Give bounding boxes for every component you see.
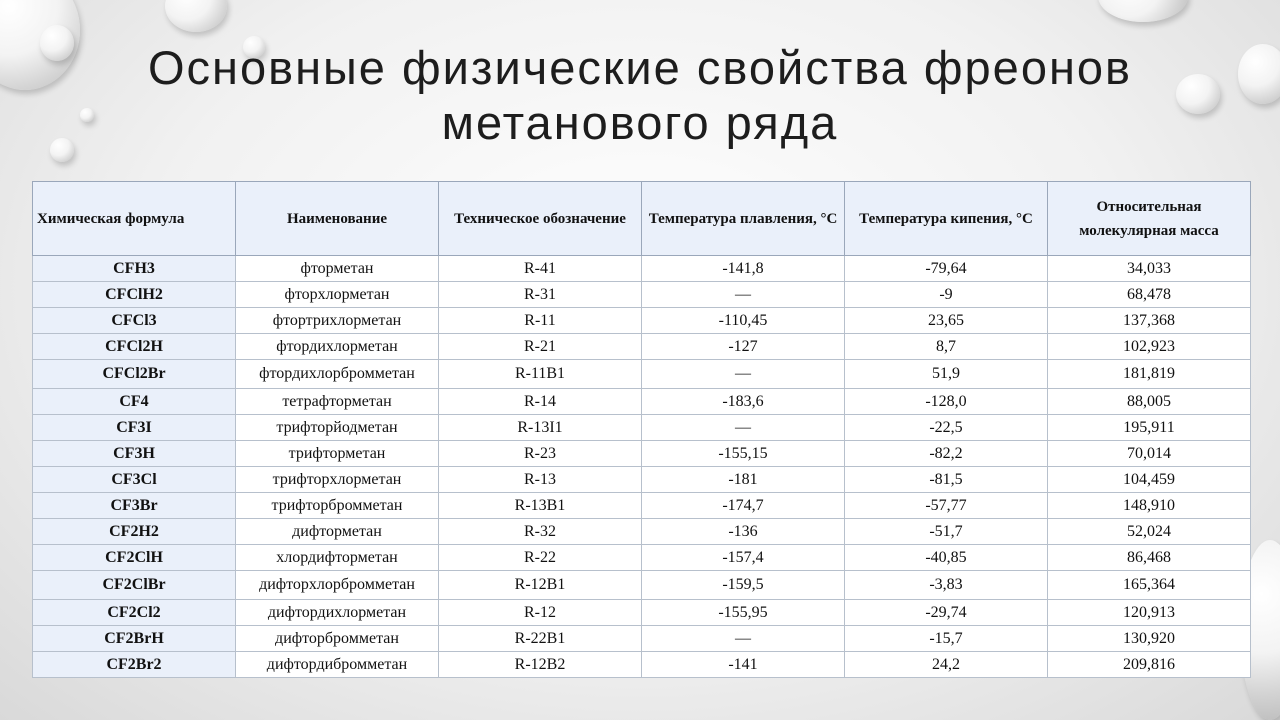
cell-mass: 68,478 (1048, 282, 1251, 308)
cell-name: фторхлорметан (236, 282, 439, 308)
header-name: Наименование (236, 182, 439, 256)
table-row (33, 571, 1251, 600)
cell-formula: CF2Cl2 (33, 600, 236, 626)
freon-properties-table-container (32, 181, 1250, 678)
cell-name: дифторметан (236, 519, 439, 545)
water-drop-decoration (1098, 0, 1188, 22)
freon-properties-table (32, 181, 1251, 678)
table-row (33, 360, 1251, 389)
cell-name: трифторбромметан (236, 493, 439, 519)
cell-designation: R-12B1 (439, 571, 642, 600)
cell-melting: -157,4 (642, 545, 845, 571)
cell-name: хлордифторметан (236, 545, 439, 571)
cell-boiling: -29,74 (845, 600, 1048, 626)
cell-boiling: 8,7 (845, 334, 1048, 360)
cell-melting: — (642, 415, 845, 441)
table-row (33, 652, 1251, 678)
cell-formula: CF3Br (33, 493, 236, 519)
cell-melting: -127 (642, 334, 845, 360)
cell-formula: CFCl3 (33, 308, 236, 334)
cell-designation: R-32 (439, 519, 642, 545)
cell-designation: R-21 (439, 334, 642, 360)
cell-mass: 102,923 (1048, 334, 1251, 360)
cell-mass: 130,920 (1048, 626, 1251, 652)
table-row (33, 600, 1251, 626)
cell-boiling: 23,65 (845, 308, 1048, 334)
cell-melting: -110,45 (642, 308, 845, 334)
cell-melting: -183,6 (642, 389, 845, 415)
table-row (33, 441, 1251, 467)
cell-boiling: -9 (845, 282, 1048, 308)
table-row (33, 519, 1251, 545)
cell-boiling: -81,5 (845, 467, 1048, 493)
cell-designation: R-31 (439, 282, 642, 308)
cell-designation: R-12B2 (439, 652, 642, 678)
cell-mass: 86,468 (1048, 545, 1251, 571)
cell-name: трифторхлорметан (236, 467, 439, 493)
cell-name: трифторйодметан (236, 415, 439, 441)
cell-designation: R-22 (439, 545, 642, 571)
cell-mass: 148,910 (1048, 493, 1251, 519)
cell-formula: CFH3 (33, 256, 236, 282)
cell-designation: R-11B1 (439, 360, 642, 389)
header-melting-point: Температура плавления, °С (642, 182, 845, 256)
cell-melting: -181 (642, 467, 845, 493)
cell-boiling: -82,2 (845, 441, 1048, 467)
header-molar-mass: Относительная молекулярная масса (1048, 182, 1251, 256)
cell-formula: CF2ClH (33, 545, 236, 571)
cell-formula: CF4 (33, 389, 236, 415)
cell-name: фтордихлорбромметан (236, 360, 439, 389)
cell-formula: CFCl2H (33, 334, 236, 360)
cell-designation: R-13I1 (439, 415, 642, 441)
cell-melting: -155,95 (642, 600, 845, 626)
cell-designation: R-13B1 (439, 493, 642, 519)
cell-boiling: -51,7 (845, 519, 1048, 545)
table-row (33, 256, 1251, 282)
cell-name: фторметан (236, 256, 439, 282)
cell-designation: R-22B1 (439, 626, 642, 652)
cell-mass: 104,459 (1048, 467, 1251, 493)
cell-boiling: -3,83 (845, 571, 1048, 600)
cell-formula: CF2H2 (33, 519, 236, 545)
cell-formula: CF3Cl (33, 467, 236, 493)
cell-mass: 137,368 (1048, 308, 1251, 334)
cell-melting: — (642, 626, 845, 652)
cell-boiling: -15,7 (845, 626, 1048, 652)
cell-boiling: 51,9 (845, 360, 1048, 389)
table-row (33, 282, 1251, 308)
slide-title-line-1: Основные физические свойства фреонов (147, 41, 1133, 94)
table-row (33, 389, 1251, 415)
cell-mass: 70,014 (1048, 441, 1251, 467)
cell-designation: R-14 (439, 389, 642, 415)
cell-name: дифторбромметан (236, 626, 439, 652)
table-row (33, 626, 1251, 652)
slide-title (0, 40, 1280, 150)
cell-formula: CFCl2Br (33, 360, 236, 389)
cell-name: фтортрихлорметан (236, 308, 439, 334)
slide-title-line-2: метанового ряда (441, 96, 839, 149)
cell-name: дифтордихлорметан (236, 600, 439, 626)
cell-boiling: -22,5 (845, 415, 1048, 441)
cell-melting: -141,8 (642, 256, 845, 282)
cell-melting: -174,7 (642, 493, 845, 519)
header-boiling-point: Температура кипения, °С (845, 182, 1048, 256)
cell-mass: 165,364 (1048, 571, 1251, 600)
cell-melting: — (642, 360, 845, 389)
table-row (33, 493, 1251, 519)
table-row (33, 545, 1251, 571)
cell-boiling: 24,2 (845, 652, 1048, 678)
cell-boiling: -57,77 (845, 493, 1048, 519)
cell-designation: R-41 (439, 256, 642, 282)
cell-boiling: -79,64 (845, 256, 1048, 282)
cell-name: трифторметан (236, 441, 439, 467)
cell-mass: 209,816 (1048, 652, 1251, 678)
table-row (33, 334, 1251, 360)
cell-mass: 88,005 (1048, 389, 1251, 415)
cell-designation: R-13 (439, 467, 642, 493)
cell-mass: 34,033 (1048, 256, 1251, 282)
header-formula: Химическая формула (33, 182, 236, 256)
table-row (33, 415, 1251, 441)
cell-mass: 181,819 (1048, 360, 1251, 389)
cell-melting: — (642, 282, 845, 308)
cell-name: тетрафторметан (236, 389, 439, 415)
cell-boiling: -40,85 (845, 545, 1048, 571)
cell-formula: CF2ClBr (33, 571, 236, 600)
cell-name: дифторхлорбромметан (236, 571, 439, 600)
cell-formula: CF3I (33, 415, 236, 441)
header-tech-designation: Техническое обозначение (439, 182, 642, 256)
cell-formula: CF3H (33, 441, 236, 467)
cell-designation: R-11 (439, 308, 642, 334)
cell-melting: -155,15 (642, 441, 845, 467)
cell-mass: 52,024 (1048, 519, 1251, 545)
cell-name: фтордихлорметан (236, 334, 439, 360)
table-row (33, 467, 1251, 493)
cell-formula: CF2BrH (33, 626, 236, 652)
cell-designation: R-23 (439, 441, 642, 467)
table-header-row (33, 182, 1251, 256)
cell-melting: -136 (642, 519, 845, 545)
cell-mass: 120,913 (1048, 600, 1251, 626)
cell-melting: -141 (642, 652, 845, 678)
cell-formula: CF2Br2 (33, 652, 236, 678)
cell-melting: -159,5 (642, 571, 845, 600)
cell-name: дифтордибромметан (236, 652, 439, 678)
cell-boiling: -128,0 (845, 389, 1048, 415)
cell-formula: CFClH2 (33, 282, 236, 308)
cell-designation: R-12 (439, 600, 642, 626)
cell-mass: 195,911 (1048, 415, 1251, 441)
table-row (33, 308, 1251, 334)
water-drop-decoration (165, 0, 227, 32)
